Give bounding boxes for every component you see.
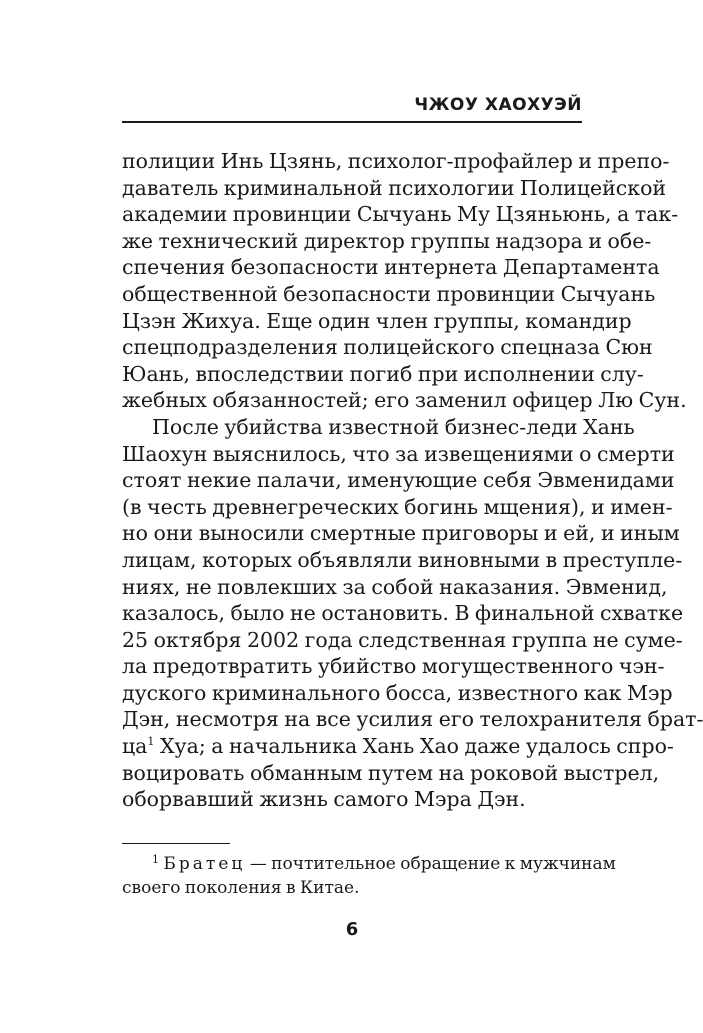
- text-line: академии провинции Сычуань Му Цзяньюнь, а так-: [122, 202, 679, 227]
- text-line: общественной безопасности провинции Сычуань: [122, 281, 656, 306]
- footnote-line: своего поколения в Китае.: [122, 877, 360, 898]
- text-line: но они выносили смертные приговоры и ей, и иным: [122, 521, 680, 546]
- text-line: полиции Инь Цзянь, психолог-профайлер и препо-: [122, 149, 670, 173]
- running-header-title: ЧЖОУ ХАОХУЭЙ: [414, 95, 582, 115]
- text-line: стоят некие палачи, именующие себя Эвменидами: [122, 468, 675, 493]
- footnote: [122, 853, 616, 900]
- text-line: жебных обязанностей; его заменил офицер Лю Сун.: [122, 388, 687, 413]
- body-text: [122, 148, 703, 813]
- text-line: лицам, которых объявляли виновными в преступле-: [122, 547, 683, 572]
- header-rule: [122, 121, 582, 123]
- footnote-marker: 1: [152, 853, 159, 866]
- footnote-definition: — почтительное обращение к мужчинам: [245, 854, 616, 874]
- text-line: ниях, не повлекших за собой наказания. Эвменид,: [122, 574, 668, 599]
- footnote-line: [122, 853, 616, 877]
- footnote-rule: [122, 843, 230, 844]
- text-line: спечения безопасности интернета Департамента: [122, 255, 660, 280]
- text-line: Шаохун выяснилось, что за извещениями о смерти: [122, 441, 675, 466]
- text-line: 25 октября 2002 года следственная группа не суме-: [122, 627, 683, 652]
- text-line: воцировать обманным путем на роковой выстрел,: [122, 760, 660, 785]
- text-line-paragraph-start: После убийства известной бизнес-леди Хань: [152, 414, 635, 439]
- text-line: Дэн, несмотря на все усилия его телохранителя брат-: [122, 707, 703, 732]
- text-line: Цзэн Жихуа. Еще один член группы, командир: [122, 308, 632, 333]
- text-line: оборвавший жизнь самого Мэра Дэн.: [122, 787, 526, 812]
- page-number: 6: [345, 919, 359, 940]
- text-line: же технический директор группы надзора и обе-: [122, 228, 652, 253]
- text-line: ла предотвратить убийство могущественного чэн-: [122, 654, 665, 679]
- text-line: спецподразделения полицейского спецназа Сюн: [122, 335, 653, 360]
- text-line: Юань, впоследствии погиб при исполнении слу-: [122, 361, 644, 386]
- text-line-with-footnote-ref: [122, 733, 674, 760]
- text-line: даватель криминальной психологии Полицейской: [122, 175, 667, 200]
- text-line: (в честь древнегреческих богинь мщения), и имен-: [122, 494, 673, 519]
- footnote-reference[interactable]: 1: [147, 735, 155, 749]
- text-fragment: Хуа; а начальника Хань Хао даже удалось спро-: [159, 734, 674, 759]
- text-fragment: ца: [122, 734, 148, 759]
- text-line: дуского криминального босса, известного как Мэр: [122, 680, 673, 705]
- text-line: казалось, было не остановить. В финальной схватке: [122, 601, 684, 626]
- footnote-term: Братец: [163, 854, 246, 874]
